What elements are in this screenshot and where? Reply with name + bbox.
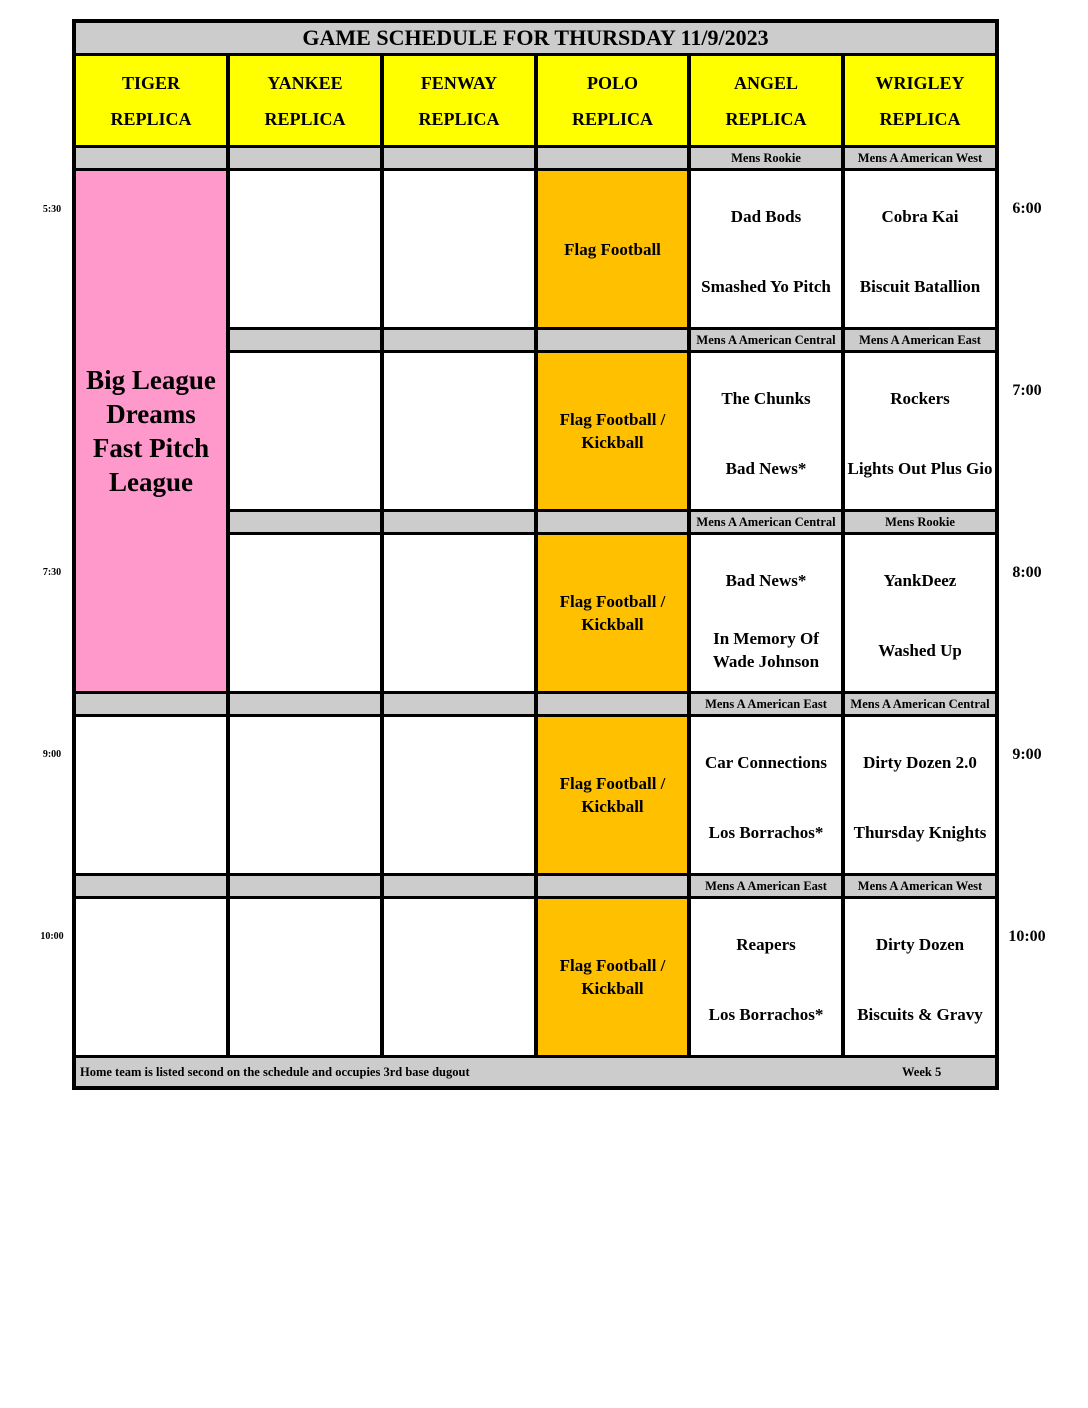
right-time-3: 9:00 <box>1012 746 1042 763</box>
tiger-league-block: Big League Dreams Fast Pitch League <box>76 171 226 691</box>
field-subtitle: REPLICA <box>418 108 500 129</box>
division-row-4-col-1 <box>230 876 380 896</box>
angel-team-home: Bad News* <box>725 458 807 478</box>
polo-slot-3: Flag Football / Kickball <box>538 717 687 873</box>
angel-team-home: In Memory Of Wade Johnson <box>712 629 820 671</box>
empty-slot-1-col-2 <box>384 353 534 509</box>
division-row-0-col-2 <box>384 148 534 168</box>
right-time-4: 10:00 <box>1008 928 1046 945</box>
field-name: YANKEE <box>267 72 343 93</box>
field-header-angel <box>691 56 841 145</box>
division-row-4-col-3 <box>538 876 687 896</box>
division-row-2-col-1 <box>230 512 380 532</box>
angel-team-away: Car Connections <box>705 752 827 772</box>
wrigley-matchup-2 <box>845 535 995 691</box>
footer-row <box>76 1058 995 1086</box>
wrigley-matchup-0 <box>845 171 995 327</box>
angel-matchup-2 <box>691 535 841 691</box>
division-row-4-col-5: Mens A American West <box>845 876 995 896</box>
right-time-2: 8:00 <box>1012 564 1042 581</box>
division-row-2-col-2 <box>384 512 534 532</box>
division-row-2-col-4: Mens A American Central <box>691 512 841 532</box>
division-row-1-col-5: Mens A American East <box>845 330 995 350</box>
empty-slot-3-col-1 <box>230 717 380 873</box>
division-row-0-col-5: Mens A American West <box>845 148 995 168</box>
angel-team-away: Bad News* <box>725 570 807 590</box>
division-row-4-col-2 <box>384 876 534 896</box>
division-row-3-col-3 <box>538 694 687 714</box>
angel-team-away: The Chunks <box>721 388 811 408</box>
left-time-0: 5:30 <box>42 204 62 215</box>
right-time-1: 7:00 <box>1012 382 1042 399</box>
angel-matchup-4 <box>691 899 841 1055</box>
wrigley-team-home: Washed Up <box>878 640 962 660</box>
division-row-2-col-3 <box>538 512 687 532</box>
field-name: ANGEL <box>733 72 798 93</box>
field-name: FENWAY <box>420 72 498 93</box>
division-row-1-col-1 <box>230 330 380 350</box>
wrigley-team-home: Biscuits & Gravy <box>857 1004 983 1024</box>
division-row-0-col-4: Mens Rookie <box>691 148 841 168</box>
field-header-tiger <box>76 56 226 145</box>
wrigley-team-away: Dirty Dozen <box>875 934 965 954</box>
field-subtitle: REPLICA <box>571 108 653 129</box>
field-header-polo <box>538 56 687 145</box>
field-header-yankee <box>230 56 380 145</box>
polo-slot-4: Flag Football / Kickball <box>538 899 687 1055</box>
division-row-0-col-0 <box>76 148 226 168</box>
wrigley-team-away: Rockers <box>890 388 950 408</box>
wrigley-matchup-3 <box>845 717 995 873</box>
wrigley-team-home: Thursday Knights <box>853 822 987 842</box>
wrigley-team-away: Dirty Dozen 2.0 <box>863 752 977 772</box>
angel-team-home: Smashed Yo Pitch <box>701 276 831 296</box>
angel-team-home: Los Borrachos* <box>708 822 824 842</box>
angel-team-home: Los Borrachos* <box>708 1004 824 1024</box>
field-name: WRIGLEY <box>875 72 965 93</box>
field-subtitle: REPLICA <box>110 108 192 129</box>
division-row-0-col-1 <box>230 148 380 168</box>
left-time-2: 9:00 <box>42 749 62 760</box>
angel-matchup-3 <box>691 717 841 873</box>
empty-slot-1-col-1 <box>230 353 380 509</box>
left-time-1: 7:30 <box>42 567 62 578</box>
wrigley-team-away: Cobra Kai <box>881 206 959 226</box>
field-subtitle: REPLICA <box>264 108 346 129</box>
division-row-1-col-2 <box>384 330 534 350</box>
schedule-title: GAME SCHEDULE FOR THURSDAY 11/9/2023 <box>76 23 995 53</box>
empty-slot-3-col-2 <box>384 717 534 873</box>
division-row-3-col-1 <box>230 694 380 714</box>
wrigley-team-away: YankDeez <box>883 570 957 590</box>
division-row-1-col-3 <box>538 330 687 350</box>
division-row-2-col-5: Mens Rookie <box>845 512 995 532</box>
division-row-3-col-5: Mens A American Central <box>845 694 995 714</box>
empty-slot-2-col-2 <box>384 535 534 691</box>
empty-slot-3-col-0 <box>76 717 226 873</box>
division-row-3-col-0 <box>76 694 226 714</box>
footer-note: Home team is listed second on the schedule and occupies 3rd base dugout <box>80 1064 470 1079</box>
empty-slot-4-col-0 <box>76 899 226 1055</box>
wrigley-matchup-1 <box>845 353 995 509</box>
empty-slot-4-col-2 <box>384 899 534 1055</box>
field-name: POLO <box>586 72 638 93</box>
wrigley-matchup-4 <box>845 899 995 1055</box>
field-subtitle: REPLICA <box>879 108 961 129</box>
empty-slot-2-col-1 <box>230 535 380 691</box>
field-name: TIGER <box>121 72 181 93</box>
field-subtitle: REPLICA <box>725 108 807 129</box>
division-row-1-col-4: Mens A American Central <box>691 330 841 350</box>
week-label: Week 5 <box>902 1064 942 1079</box>
division-row-4-col-0 <box>76 876 226 896</box>
division-row-0-col-3 <box>538 148 687 168</box>
empty-slot-0-col-1 <box>230 171 380 327</box>
field-header-wrigley <box>845 56 995 145</box>
angel-team-away: Dad Bods <box>730 206 802 226</box>
polo-slot-2: Flag Football / Kickball <box>538 535 687 691</box>
wrigley-team-home: Biscuit Batallion <box>859 276 981 296</box>
polo-slot-1: Flag Football / Kickball <box>538 353 687 509</box>
empty-slot-4-col-1 <box>230 899 380 1055</box>
polo-slot-0: Flag Football <box>538 171 687 327</box>
division-row-3-col-2 <box>384 694 534 714</box>
empty-slot-0-col-2 <box>384 171 534 327</box>
left-time-3: 10:00 <box>40 931 64 942</box>
angel-matchup-0 <box>691 171 841 327</box>
wrigley-team-home: Lights Out Plus Gio <box>847 458 993 478</box>
angel-matchup-1 <box>691 353 841 509</box>
schedule-table <box>72 19 999 1090</box>
angel-team-away: Reapers <box>736 934 796 954</box>
field-header-fenway <box>384 56 534 145</box>
right-time-0: 6:00 <box>1012 200 1042 217</box>
division-row-4-col-4: Mens A American East <box>691 876 841 896</box>
division-row-3-col-4: Mens A American East <box>691 694 841 714</box>
